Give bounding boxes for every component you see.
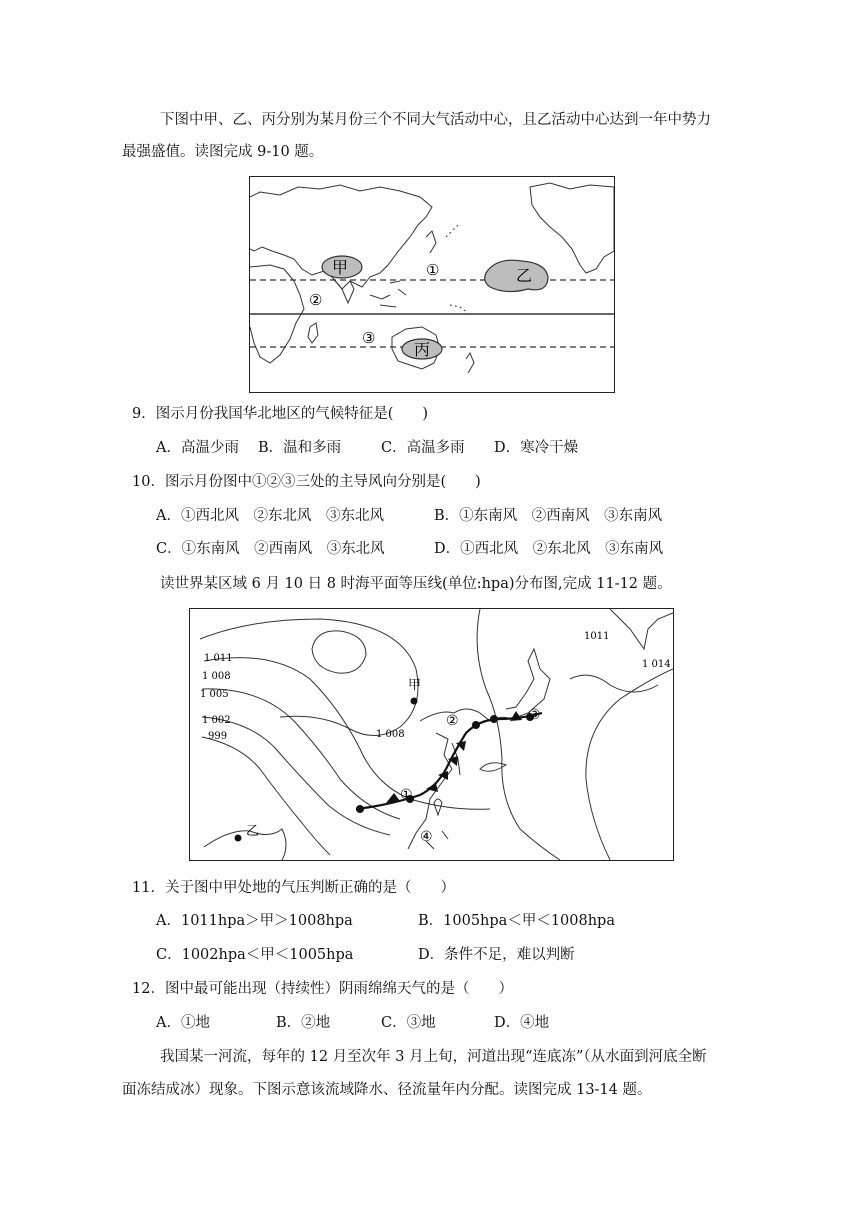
question-10-option-c: C．①东南风 ②西南风 ③东北风 bbox=[156, 541, 385, 557]
question-9-option-b: B．温和多雨 bbox=[258, 440, 342, 456]
isobar-label-999: 999 bbox=[208, 731, 228, 742]
isobar-map-svg bbox=[190, 609, 673, 860]
isobar-label-1014: 1 014 bbox=[642, 659, 671, 670]
world-pressure-map-svg bbox=[250, 177, 614, 392]
label-jia: 甲 bbox=[332, 258, 349, 277]
question-12-option-c: C．③地 bbox=[381, 1015, 436, 1031]
label-circle-2: ② bbox=[309, 291, 323, 309]
isobar-label-1005: 1 005 bbox=[200, 689, 229, 700]
isobar-label-1011-right: 1011 bbox=[584, 631, 610, 642]
question-11-option-d: D．条件不足，难以判断 bbox=[418, 947, 575, 963]
label-circle-1: ① bbox=[426, 261, 440, 279]
label-circle-3: ③ bbox=[362, 329, 376, 347]
question-12-stem: 12．图中最可能出现（持续性）阴雨绵绵天气的是（ ） bbox=[132, 981, 513, 997]
intro-paragraph-3-line-2: 面冻结成冰）现象。下图示意该流域降水、径流量年内分配。读图完成 13-14 题。 bbox=[122, 1082, 652, 1098]
label-bing: 丙 bbox=[414, 340, 431, 359]
isobar-map bbox=[189, 608, 674, 861]
question-10-option-a: A．①西北风 ②东北风 ③东北风 bbox=[156, 508, 384, 524]
point-yi bbox=[235, 835, 242, 842]
question-10-stem: 10．图示月份图中①②③三处的主导风向分别是( ) bbox=[132, 474, 481, 490]
question-11-stem: 11．关于图中甲处地的气压判断正确的是（ ） bbox=[132, 880, 455, 896]
label-circle-4: ④ bbox=[420, 829, 433, 845]
point-jia bbox=[411, 698, 418, 705]
question-12-option-a: A．①地 bbox=[156, 1015, 210, 1031]
question-9-option-c: C．高温多雨 bbox=[381, 440, 465, 456]
question-9-option-a: A．高温少雨 bbox=[156, 440, 239, 456]
label-jia: 甲 bbox=[408, 678, 422, 693]
question-12-option-b: B．②地 bbox=[276, 1015, 331, 1031]
label-circle-2: ② bbox=[446, 713, 459, 729]
question-10-option-d: D．①西北风 ②东北风 ③东南风 bbox=[434, 541, 664, 557]
isobar-label-1008: 1 008 bbox=[202, 671, 231, 682]
intro-paragraph-1-line-1: 下图中甲、乙、丙分别为某月份三个不同大气活动中心，且乙活动中心达到一年中势力 bbox=[160, 112, 711, 128]
question-11-option-c: C．1002hpa＜甲＜1005hpa bbox=[156, 947, 354, 963]
question-10-option-b: B．①东南风 ②西南风 ③东南风 bbox=[434, 508, 663, 524]
isobar-label-1011: 1 011 bbox=[204, 653, 233, 664]
label-circle-1: ① bbox=[400, 787, 413, 803]
intro-paragraph-2: 读世界某区域 6 月 10 日 8 时海平面等压线(单位:hpa)分布图,完成 11-12 题。 bbox=[160, 576, 672, 592]
question-11-option-b: B．1005hpa＜甲＜1008hpa bbox=[418, 913, 615, 929]
question-9-option-d: D．寒冷干燥 bbox=[494, 440, 579, 456]
label-yi: 乙 bbox=[246, 824, 260, 839]
question-12-option-d: D．④地 bbox=[494, 1015, 550, 1031]
isobar-label-1008-center: 1 008 bbox=[376, 729, 405, 740]
label-yi: 乙 bbox=[516, 266, 533, 285]
intro-paragraph-1-line-2: 最强盛值。读图完成 9-10 题。 bbox=[122, 144, 324, 160]
question-11-option-a: A．1011hpa＞甲＞1008hpa bbox=[156, 913, 353, 929]
question-9-stem: 9．图示月份我国华北地区的气候特征是( ) bbox=[132, 406, 429, 422]
label-circle-3: ③ bbox=[528, 707, 541, 723]
world-pressure-map bbox=[249, 176, 615, 393]
isobar-label-1002: 1 002 bbox=[202, 715, 231, 726]
intro-paragraph-3-line-1: 我国某一河流，每年的 12 月至次年 3 月上旬，河道出现“连底冻”（从水面到河底全断 bbox=[160, 1049, 707, 1065]
